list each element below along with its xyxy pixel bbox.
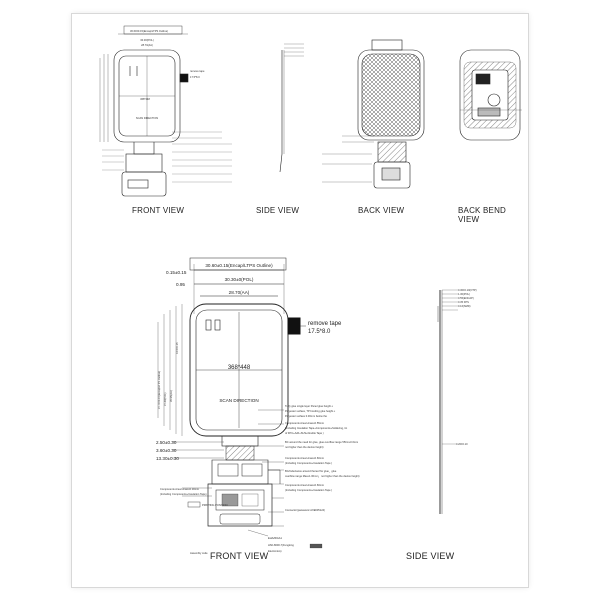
qr-code-label: EHAZDGA1 bbox=[268, 537, 282, 540]
label-back-bend-view: BACK BEND VIEW bbox=[458, 206, 507, 224]
svg-text:0.35 FPS: 0.35 FPS bbox=[458, 301, 469, 304]
svg-text:Polyester surface 0.30mm below: Polyester surface 0.30mm below the bbox=[285, 415, 327, 418]
svg-text:of FPC+Adh+SUS+Double Tape ): of FPC+Adh+SUS+Double Tape ) bbox=[285, 432, 324, 435]
electronics-text: Electronics) bbox=[268, 550, 282, 553]
back-bend-view bbox=[460, 50, 522, 140]
svg-text:Tuffy glue single layer Panel: Tuffy glue single layer Panel glue height ≤ bbox=[285, 405, 333, 408]
svg-text:0.55(ENCAP): 0.55(ENCAP) bbox=[458, 297, 474, 300]
svg-text:30.60±0.15(Encap/LTPS Outline): 30.60±0.15(Encap/LTPS Outline) bbox=[130, 30, 168, 33]
dim-095: 0.95 bbox=[176, 282, 185, 287]
svg-text:Components Area Hmax≤0.60mm: Components Area Hmax≤0.60mm bbox=[285, 457, 325, 460]
svg-text:remove tape: remove tape bbox=[190, 70, 205, 73]
svg-text:17.5*8.0: 17.5*8.0 bbox=[190, 76, 200, 79]
printing-position: PRINTING POSITION bbox=[202, 504, 228, 507]
left-note-1: Components Area Hmax≤0.30mm bbox=[160, 488, 200, 491]
dim-360: 3.60±0.30 bbox=[156, 448, 177, 453]
tape-size-label: 17.5*8.0 bbox=[308, 329, 331, 335]
svg-text:Polyester surface, TP bonding: Polyester surface, TP bonding glue height ≤ bbox=[285, 410, 336, 413]
svg-text:0.15±0.15: 0.15±0.15 bbox=[176, 342, 179, 354]
logo-text: HSF-8000-7(Funglong bbox=[268, 544, 294, 547]
svg-text:Connector(panasonic AXE635124): Connector(panasonic AXE635124) bbox=[285, 509, 325, 512]
label-front-view-top: FRONT VIEW bbox=[132, 206, 185, 215]
svg-text:30.30(POL): 30.30(POL) bbox=[140, 39, 154, 42]
svg-text:0.20±0.10: 0.20±0.10 bbox=[456, 443, 468, 446]
svg-text:(Including Components+Insulati: (Including Components+Insulation Tape ) bbox=[285, 462, 333, 465]
drawing-canvas bbox=[72, 14, 528, 587]
remove-tape-label: remove tape bbox=[308, 321, 342, 327]
svg-text:37.40(POL): 37.40(POL) bbox=[164, 392, 167, 406]
assembly-code: Assembly code bbox=[190, 552, 208, 555]
top-front-view bbox=[100, 26, 188, 196]
side-dimensions bbox=[456, 288, 477, 446]
label-side-view-top: SIDE VIEW bbox=[256, 206, 300, 215]
main-side-view bbox=[438, 290, 458, 514]
svg-text:Components Area Hmax≤0.60mm: Components Area Hmax≤0.60mm bbox=[285, 484, 325, 487]
svg-text:Components Area Hmax≤0.55mm: Components Area Hmax≤0.55mm bbox=[285, 422, 325, 425]
svg-text:BC/inductance around thereof f: BC/inductance around thereof for glue，glue bbox=[285, 470, 337, 473]
svg-text:0.16(SMD): 0.16(SMD) bbox=[458, 305, 471, 308]
svg-text:1.30(POL): 1.30(POL) bbox=[458, 293, 470, 296]
component-notes bbox=[285, 404, 360, 512]
resolution-label: 368*448 bbox=[227, 365, 251, 371]
scan-direction-label: SCAN DIRECTION bbox=[219, 398, 259, 403]
top-side-view bbox=[280, 44, 304, 172]
svg-text:(Including Components+Insulati: (Including Components+Insulation Tape ) bbox=[285, 489, 333, 492]
left-note-2: (Including Components+Insulation Tape) bbox=[160, 493, 207, 496]
label-side-view-bottom: SIDE VIEW bbox=[406, 551, 455, 561]
label-back-view: BACK VIEW bbox=[358, 206, 405, 215]
svg-text:(Including Insulation Tape+Com: (Including Insulation Tape+Components+Soldering, tin bbox=[285, 427, 348, 430]
pol-dimension: 30.30±0(POL) bbox=[224, 277, 254, 282]
top-back-view bbox=[322, 40, 424, 188]
svg-text:0.30±0.10(OTP): 0.30±0.10(OTP) bbox=[458, 289, 477, 292]
svg-text:37.70±0.15(Encap/LTPS Outline): 37.70±0.15(Encap/LTPS Outline) bbox=[158, 371, 161, 409]
drawing-sheet bbox=[72, 14, 528, 587]
svg-text:overflow range Max≤1.00mm，not: overflow range Max≤1.00mm，not higher than the device height) bbox=[285, 475, 360, 478]
svg-text:not higher than the device hei: not higher than the device height) bbox=[285, 446, 324, 449]
svg-text:368*448: 368*448 bbox=[140, 98, 150, 101]
aa-dimension: 28.70(AA) bbox=[228, 290, 250, 295]
svg-text:28.70(AA): 28.70(AA) bbox=[141, 44, 153, 47]
dim-015: 0.15±0.15 bbox=[166, 270, 187, 275]
dim-250: 2.50±0.30 bbox=[156, 440, 177, 445]
dim-1330: 13.30±0.30 bbox=[156, 456, 179, 461]
svg-text:35.95(AA): 35.95(AA) bbox=[170, 390, 173, 402]
vertical-dimensions bbox=[157, 342, 179, 409]
svg-text:SCAN DIRECTION: SCAN DIRECTION bbox=[135, 117, 159, 120]
svg-text:BC around the need for glue, g: BC around the need for glue, glue overflow range 55±m≤0.6mm bbox=[285, 441, 359, 444]
label-front-view-bottom: FRONT VIEW bbox=[210, 551, 269, 561]
outline-dimension: 30.60±0.15(Encap/LTPS Outline) bbox=[205, 263, 273, 268]
